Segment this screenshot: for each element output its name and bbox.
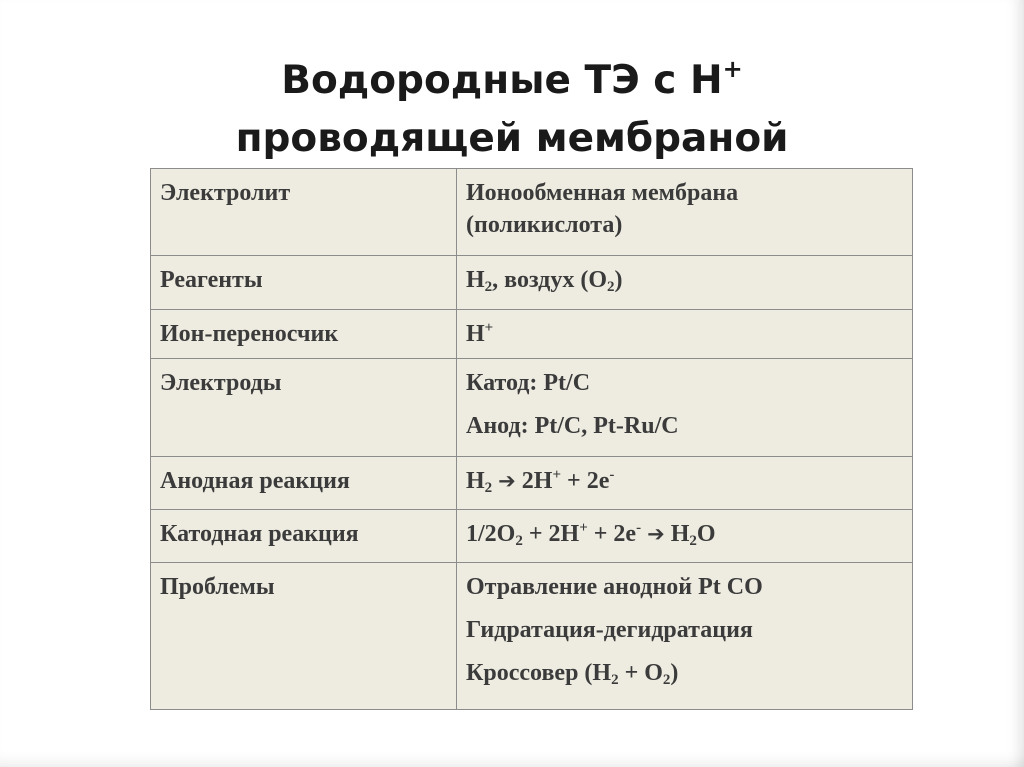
- row-key: Анодная реакция: [151, 457, 457, 510]
- table-row-electrolyte: [151, 169, 913, 256]
- row-value: $H_2$, воздух $(O_2)$: [457, 256, 913, 310]
- row-key: Ион-переносчик: [151, 310, 457, 359]
- row-value: Катод: Pt/C Анод: Pt/C, Pt-Ru/C: [457, 359, 913, 457]
- row-value: $1/2O_2 + 2H^+ + 2e^-$ ➔ $H_2O$: [457, 510, 913, 563]
- row-value: Отравление анодной Pt CO Гидратация-дегидратация Кроссовер $(H_2 + O_2)$: [457, 563, 913, 710]
- slide-title: [120, 52, 904, 168]
- table-row-ion-carrier: [151, 310, 913, 359]
- table-row-electrodes: [151, 359, 913, 457]
- arrow-right-icon: ➔: [647, 522, 665, 546]
- title-line-1: Водородные ТЭ с Н+: [281, 55, 743, 103]
- row-key: Катодная реакция: [151, 510, 457, 563]
- row-key: Проблемы: [151, 563, 457, 710]
- row-value: $H_2$ ➔ 2H+ + 2e-: [457, 457, 913, 510]
- row-key: Реагенты: [151, 256, 457, 310]
- row-value: Ионообменная мембрана (поликислота): [457, 169, 913, 256]
- title-line-2: проводящей мембраной: [235, 116, 789, 161]
- table-row-cathode-reaction: [151, 510, 913, 563]
- table-row-problems: [151, 563, 913, 710]
- table-row-reagents: [151, 256, 913, 310]
- properties-table: [150, 168, 913, 710]
- row-key: Электроды: [151, 359, 457, 457]
- row-key: Электролит: [151, 169, 457, 256]
- row-value: H+: [457, 310, 913, 359]
- table-row-anode-reaction: [151, 457, 913, 510]
- arrow-right-icon: ➔: [498, 469, 516, 493]
